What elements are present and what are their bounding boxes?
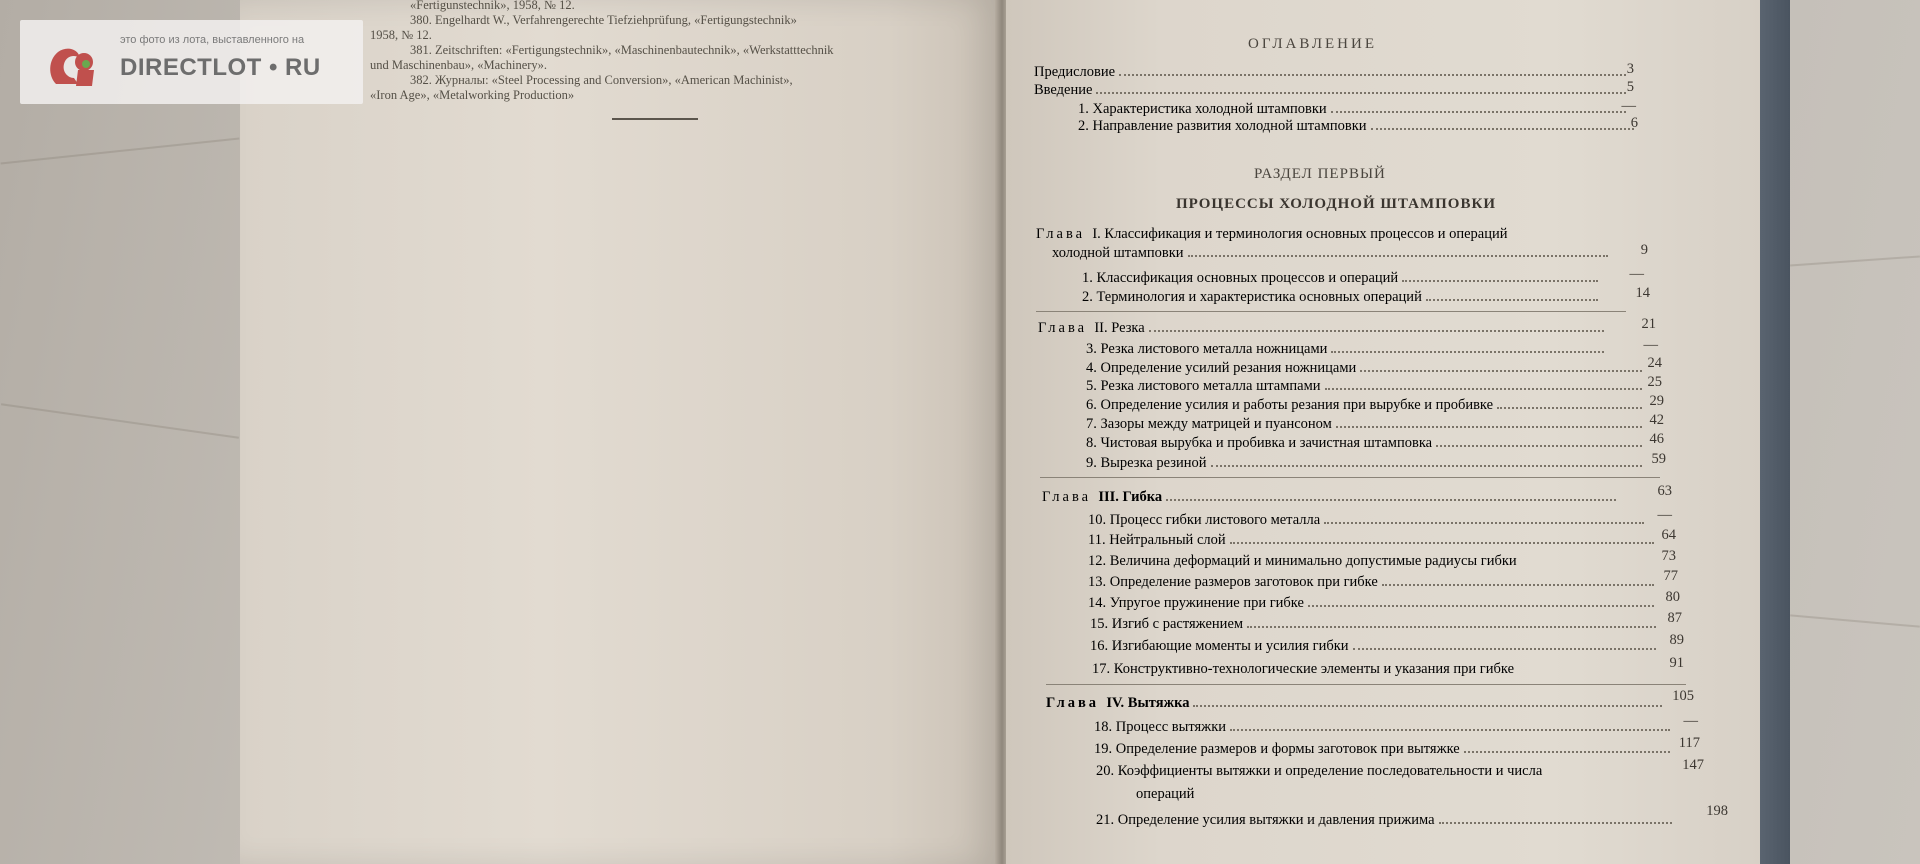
- toc-page-number: 14: [1635, 285, 1650, 301]
- toc-entry-cont: операций: [1136, 786, 1195, 802]
- toc-page-number: 24: [1647, 355, 1662, 371]
- chapter-heading-cont: холодной штамповки: [1052, 245, 1612, 262]
- toc-page-number: —: [1621, 98, 1636, 114]
- toc-page-number: 198: [1706, 803, 1728, 819]
- toc-entry: 17. Конструктивно-технологические элементы и указания при гибке: [1092, 661, 1515, 677]
- toc-page-number: 105: [1672, 688, 1694, 704]
- toc-entry: 12. Величина деформаций и минимально допустимые радиусы гибки: [1088, 553, 1517, 569]
- toc-entry: 7. Зазоры между матрицей и пуансоном: [1086, 416, 1646, 433]
- toc-page-number: 46: [1649, 431, 1664, 447]
- toc-page-number: 77: [1663, 568, 1678, 584]
- toc-page-number: —: [1643, 337, 1658, 353]
- watermark-caption: это фото из лота, выставленного на: [120, 34, 305, 46]
- section-heading: РАЗДЕЛ ПЕРВЫЙ: [1254, 166, 1386, 182]
- toc-page-number: 87: [1667, 610, 1682, 626]
- toc-page-number: 117: [1678, 735, 1700, 751]
- squirrel-logo-icon: [44, 40, 104, 90]
- toc-page-number: 29: [1649, 393, 1664, 409]
- chapter-divider: [1040, 477, 1660, 478]
- toc-page-number: 64: [1661, 527, 1676, 543]
- toc-entry: 11. Нейтральный слой: [1088, 532, 1658, 549]
- toc-entry: 4. Определение усилий резания ножницами: [1086, 360, 1646, 377]
- section-title: ПРОЦЕССЫ ХОЛОДНОЙ ШТАМПОВКИ: [1176, 196, 1496, 212]
- reference-line: «Iron Age», «Metalworking Production»: [370, 88, 575, 102]
- reference-line: 380. Engelhardt W., Verfahrengerechte Tiefziehprüfung, «Fertigungstechnik»: [410, 13, 797, 27]
- reference-line: 381. Zeitschriften: «Fertigungstechnik», «Maschinenbautechnik», «Werkstatttechnik: [410, 43, 834, 57]
- reference-line: 1958, № 12.: [370, 28, 432, 42]
- toc-title: ОГЛАВЛЕНИЕ: [1248, 36, 1377, 52]
- toc-entry: 20. Коэффициенты вытяжки и определение последовательности и числа: [1096, 763, 1543, 779]
- toc-page-number: 3: [1626, 61, 1634, 77]
- end-rule: [612, 118, 698, 120]
- chapter-heading: Глава III. Гибка: [1042, 489, 1620, 506]
- reference-line: und Maschinenbau», «Machinery».: [370, 58, 548, 72]
- toc-page-number: 9: [1640, 242, 1648, 258]
- toc-page-number: 147: [1682, 757, 1704, 773]
- toc-page-number: 6: [1630, 115, 1638, 131]
- toc-entry: 1. Классификация основных процессов и операций: [1082, 270, 1602, 287]
- reference-line: 382. Журналы: «Steel Processing and Conversion», «American Machinist»,: [410, 73, 793, 87]
- toc-entry: 16. Изгибающие моменты и усилия гибки: [1090, 638, 1660, 655]
- toc-entry: 6. Определение усилия и работы резания при вырубке и пробивке: [1086, 397, 1646, 414]
- toc-page-number: 42: [1649, 412, 1664, 428]
- toc-page-number: 80: [1665, 589, 1680, 605]
- toc-entry: 21. Определение усилия вытяжки и давления прижима: [1096, 812, 1676, 829]
- toc-entry: 18. Процесс вытяжки: [1094, 719, 1674, 736]
- toc-page-number: 25: [1647, 374, 1662, 390]
- left-page: [240, 0, 1002, 864]
- toc-page-number: 73: [1661, 548, 1676, 564]
- toc-page-number: 63: [1657, 483, 1672, 499]
- toc-entry: 14. Упругое пружинение при гибке: [1088, 595, 1658, 612]
- toc-page-number: 21: [1641, 316, 1656, 332]
- toc-entry: 2. Направление развития холодной штамповки: [1078, 118, 1638, 135]
- toc-entry: 5. Резка листового металла штампами: [1086, 378, 1646, 395]
- toc-entry: 19. Определение размеров и формы заготовок при вытяжке: [1094, 741, 1674, 758]
- toc-entry: Предисловие: [1034, 64, 1630, 81]
- chapter-heading: Глава IV. Вытяжка: [1046, 695, 1666, 712]
- toc-entry: 1. Характеристика холодной штамповки: [1078, 101, 1630, 118]
- toc-page-number: —: [1683, 713, 1698, 729]
- toc-entry: 8. Чистовая вырубка и пробивка и зачистная штамповка: [1086, 435, 1646, 452]
- toc-entry: 10. Процесс гибки листового металла: [1088, 512, 1648, 529]
- toc-page-number: 89: [1669, 632, 1684, 648]
- toc-page-number: 59: [1651, 451, 1666, 467]
- reference-line: «Fertigunstechnik», 1958, № 12.: [410, 0, 575, 12]
- toc-entry: 2. Терминология и характеристика основных операций: [1082, 289, 1602, 306]
- chapter-divider: [1046, 684, 1686, 685]
- chapter-divider: [1036, 311, 1626, 312]
- toc-entry: 3. Резка листового металла ножницами: [1086, 341, 1608, 358]
- chapter-heading: Глава I. Классификация и терминология основных процессов и операций: [1036, 226, 1508, 242]
- watermark-brand: DIRECTLOT • RU: [120, 54, 321, 81]
- toc-entry: 13. Определение размеров заготовок при гибке: [1088, 574, 1658, 591]
- toc-entry: 9. Вырезка резиной: [1086, 455, 1646, 472]
- toc-page-number: —: [1629, 266, 1644, 282]
- toc-page-number: 91: [1669, 655, 1684, 671]
- chapter-heading: Глава II. Резка: [1038, 320, 1608, 337]
- toc-entry: Введение: [1034, 82, 1630, 99]
- toc-entry: 15. Изгиб с растяжением: [1090, 616, 1660, 633]
- reference-list: [370, 0, 950, 103]
- book-cover-edge: [1760, 0, 1790, 864]
- toc-page-number: 5: [1626, 79, 1634, 95]
- watermark-banner: [20, 20, 363, 104]
- toc-page-number: —: [1657, 507, 1672, 523]
